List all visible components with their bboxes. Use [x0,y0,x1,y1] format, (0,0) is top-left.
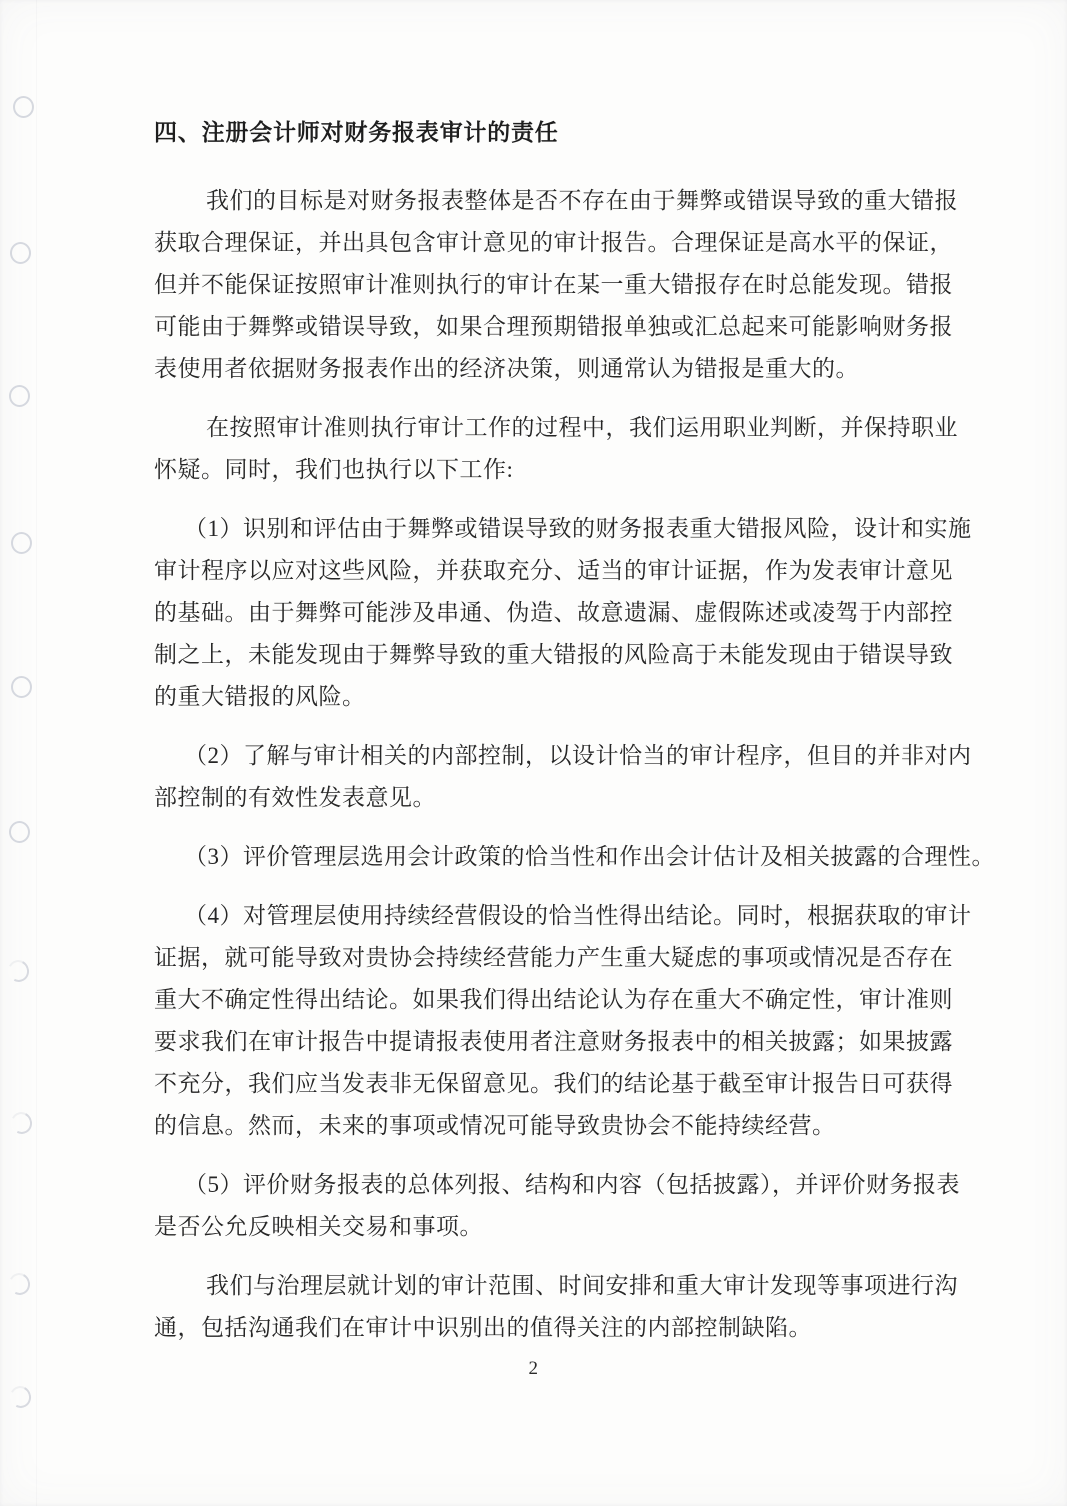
text-line: 的重大错报的风险。 [154,684,366,709]
paper-crease-line [36,0,37,1506]
text-line: （1）识别和评估由于舞弊或错误导致的财务报表重大错报风险，设计和实施 [184,516,972,541]
binder-hole-mark [8,1109,35,1136]
text-line: 怀疑。同时，我们也执行以下工作: [154,457,514,482]
document-body [154,180,995,1349]
text-line: 要求我们在审计报告中提请报表使用者注意财务报表中的相关披露；如果披露 [154,1029,953,1054]
binder-hole-mark [5,957,32,984]
text-line: 的信息。然而，未来的事项或情况可能导致贵协会不能持续经营。 [154,1113,836,1138]
text-line: （3）评价管理层选用会计政策的恰当性和作出会计估计及相关披露的合理性。 [184,844,995,869]
paragraph [154,508,972,718]
text-line: 我们与治理层就计划的审计范围、时间安排和重大审计发现等事项进行沟 [206,1273,958,1298]
text-line: 不充分，我们应当发表非无保留意见。我们的结论基于截至审计报告日可获得 [154,1071,953,1096]
text-line: 证据，就可能导致对贵协会持续经营能力产生重大疑虑的事项或情况是否存在 [154,945,953,970]
binder-hole-mark [11,676,32,698]
text-line: （4）对管理层使用持续经营假设的恰当性得出结论。同时，根据获取的审计 [184,903,972,928]
paragraph [154,1164,960,1248]
text-line: 可能由于舞弊或错误导致，如果合理预期错报单独或汇总起来可能影响财务报 [154,314,953,339]
paragraph [154,407,960,491]
text-line: 通，包括沟通我们在审计中识别出的值得关注的内部控制缺陷。 [154,1315,812,1340]
text-line: 重大不确定性得出结论。如果我们得出结论认为存在重大不确定性，审计准则 [154,987,953,1012]
paragraph [154,735,972,819]
text-line: 是否公允反映相关交易和事项。 [154,1214,483,1239]
page-number: 2 [528,1358,539,1379]
text-line: 但并不能保证按照审计准则执行的审计在某一重大错报存在时总能发现。错报 [154,272,953,297]
text-line: 获取合理保证，并出具包含审计意见的审计报告。合理保证是高水平的保证， [154,230,953,255]
binder-hole-mark [11,532,32,554]
paragraph [154,1265,960,1349]
binder-hole-mark [7,1383,34,1410]
paragraph [154,180,960,390]
binder-hole-mark [13,96,34,118]
paragraph [154,895,972,1147]
text-line: 审计程序以应对这些风险，并获取充分、适当的审计证据，作为发表审计意见 [154,558,953,583]
text-line: 的基础。由于舞弊可能涉及串通、伪造、故意遗漏、虚假陈述或凌驾于内部控 [154,600,953,625]
paragraph [154,836,995,878]
section-heading: 四、注册会计师对财务报表审计的责任 [154,120,559,145]
binder-hole-mark [6,1270,33,1297]
binder-hole-mark [9,385,30,407]
text-line: （2）了解与审计相关的内部控制，以设计恰当的审计程序，但目的并非对内 [184,743,972,768]
text-line: 在按照审计准则执行审计工作的过程中，我们运用职业判断，并保持职业 [206,415,958,440]
text-line: （5）评价财务报表的总体列报、结构和内容（包括披露），并评价财务报表 [184,1172,960,1197]
text-line: 表使用者依据财务报表作出的经济决策，则通常认为错报是重大的。 [154,356,859,381]
text-line: 部控制的有效性发表意见。 [154,785,436,810]
document-text-block [154,112,995,1349]
text-line: 我们的目标是对财务报表整体是否不存在由于舞弊或错误导致的重大错报 [206,188,958,213]
text-line: 制之上，未能发现由于舞弊导致的重大错报的风险高于未能发现由于错误导致 [154,642,953,667]
binder-hole-mark [10,242,31,264]
binder-hole-mark [9,821,30,843]
